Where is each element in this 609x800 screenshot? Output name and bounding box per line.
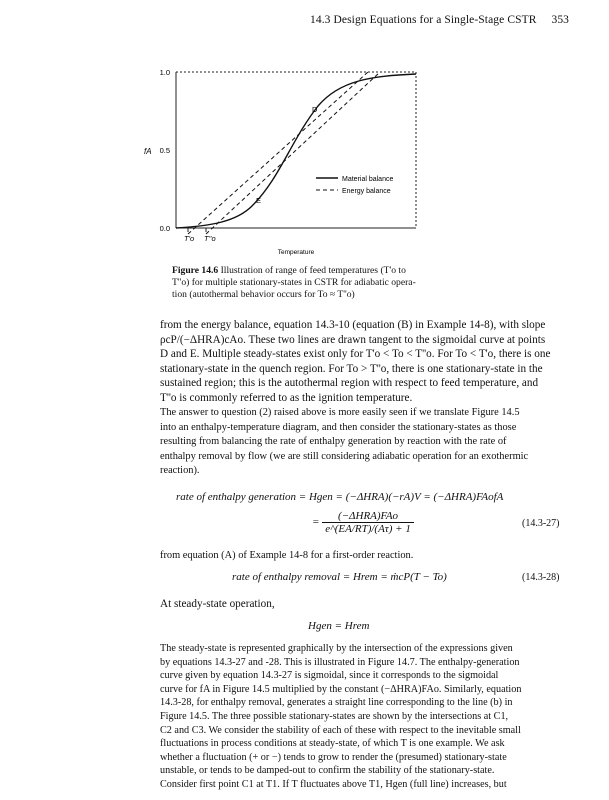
equation-14-3-27-rhs: = $\frac{\text{(−ΔHRA)FAo}}{e\^{}(EA/RT)/(A\tau) + 1}$ <box>312 510 414 535</box>
equation-14-3-27-lhs: rate of enthalpy generation = Hgen = (−ΔHRA)(−rA)V = (−ΔHRA)FAofA <box>176 491 504 503</box>
para1-line: T''o is commonly referred to as the ignition temperature. <box>160 391 413 404</box>
equation-numerator: (−ΔHRA)FAo <box>322 510 414 523</box>
y-tick-1.0: 1.0 <box>159 68 170 77</box>
caption-line-2: T''o) for multiple stationary-states in CSTR for adiabatic opera- <box>172 277 416 289</box>
para3-line: curve given by equation 14.3-27 is sigmoidal, since it corresponds to the sigmoidal <box>160 670 499 682</box>
y-tick-0.5: 0.5 <box>159 146 170 155</box>
plot-frame <box>176 72 416 228</box>
equation-number-14-3-28: (14.3-28) <box>522 572 560 583</box>
x-tick-To-double-prime: T''o <box>204 234 216 243</box>
para3-line: C2 and C3. We consider the stability of each of these with respect to the inevitable small <box>160 724 521 736</box>
legend-material-balance: Material balance <box>342 176 394 183</box>
caption-line-3: tion (autothermal behavior occurs for To ≈ T''o) <box>172 289 355 301</box>
para3-line: fluctuations in process conditions at steady-state, of which T is one example. We ask <box>160 738 505 750</box>
equation-Hgen-equals-Hrem: Hgen = Hrem <box>308 620 370 632</box>
page-number: 353 <box>551 14 570 26</box>
para2-line: into an enthalpy-temperature diagram, and then consider the stationary-states as those <box>160 421 517 433</box>
equation-14-3-28: rate of enthalpy removal = Hrem = ṁcP(T − To) <box>232 571 447 583</box>
para1-line: ρcP/(−ΔHRA)cAo. These two lines are drawn tangent to the sigmoidal curve at points <box>160 333 546 346</box>
para1-line: stationary-state in the quench region. For To > T''o, there is one stationary-state in the <box>160 362 543 375</box>
para1-line: sustained region; this is the autothermal region with respect to feed temperature, and <box>160 377 539 389</box>
x-tick-To-prime: T'o <box>184 234 195 243</box>
para1-line: D and E. Multiple steady-states exist only for T'o < To < T''o. For To < T'o, there is one <box>160 348 551 360</box>
para1-line: from the energy balance, equation 14.3-10 (equation (B) in Example 14-8), with slope <box>160 319 546 331</box>
point-label-D: D <box>312 105 318 114</box>
caption-label: Figure 14.6 <box>172 265 219 276</box>
steady-state-intro: At steady-state operation, <box>160 598 275 610</box>
material-balance-curve <box>176 74 416 228</box>
equation-denominator: e^(EA/RT)/(Aτ) + 1 <box>325 523 411 535</box>
para2-line: The answer to question (2) raised above is more easily seen if we translate Figure 14.5 <box>160 407 520 418</box>
para3-line: Consider first point C1 at T1. If T fluctuates above T1, Hgen (full line) increases, but <box>160 778 507 790</box>
paragraph-2 <box>160 406 580 479</box>
point-label-E: E <box>256 196 262 205</box>
running-header <box>310 14 590 26</box>
para3-line: curve for fA in Figure 14.5 multiplied by the constant (−ΔHRA)FAo. Similarly, equation <box>160 683 522 695</box>
equation-fraction <box>322 510 414 535</box>
para2-line: enthalpy removal by flow (we are still considering adiabatic operation for an exothermic <box>160 450 529 462</box>
figure-14-6 <box>140 62 460 262</box>
paragraph-1 <box>160 318 580 405</box>
running-title: 14.3 Design Equations for a Single-Stage CSTR <box>310 14 537 26</box>
energy-balance-line-D <box>188 72 368 234</box>
para2-line: resulting from balancing the rate of enthalpy generation by reaction with the rate of <box>160 436 507 447</box>
para3-line: The steady-state is represented graphically by the intersection of the expressions given <box>160 643 513 654</box>
y-tick-0.0: 0.0 <box>159 224 170 233</box>
para3-line: whether a fluctuation (+ or −) tends to grow to render the (presumed) stationary-state <box>160 751 507 763</box>
energy-balance-line-E <box>206 72 380 234</box>
para3-line: unstable, or tends to be damped-out to confirm the stability of the stationary-state. <box>160 765 495 777</box>
x-axis-label: Temperature <box>277 249 315 256</box>
para3-line: by equations 14.3-27 and -28. This is illustrated in Figure 14.7. The enthalpy-generation <box>160 656 520 668</box>
para3-line: Figure 14.5. The three possible stationary-states are shown by the intersections at C1, <box>160 710 509 722</box>
para2-line: reaction). <box>160 465 200 476</box>
after-equation-text: from equation (A) of Example 14-8 for a first-order reaction. <box>160 550 414 561</box>
paragraph-3 <box>160 642 580 792</box>
para3-line: 14.3-28, for enthalpy removal, generates a straight line corresponding to the line (b) in <box>160 697 513 709</box>
figure-caption <box>172 265 430 302</box>
equation-number-14-3-27: (14.3-27) <box>522 518 560 529</box>
caption-line-1: Illustration of range of feed temperatures (T'o to <box>220 265 406 276</box>
legend-energy-balance: Energy balance <box>342 188 391 195</box>
y-axis-label: fA <box>144 147 152 156</box>
